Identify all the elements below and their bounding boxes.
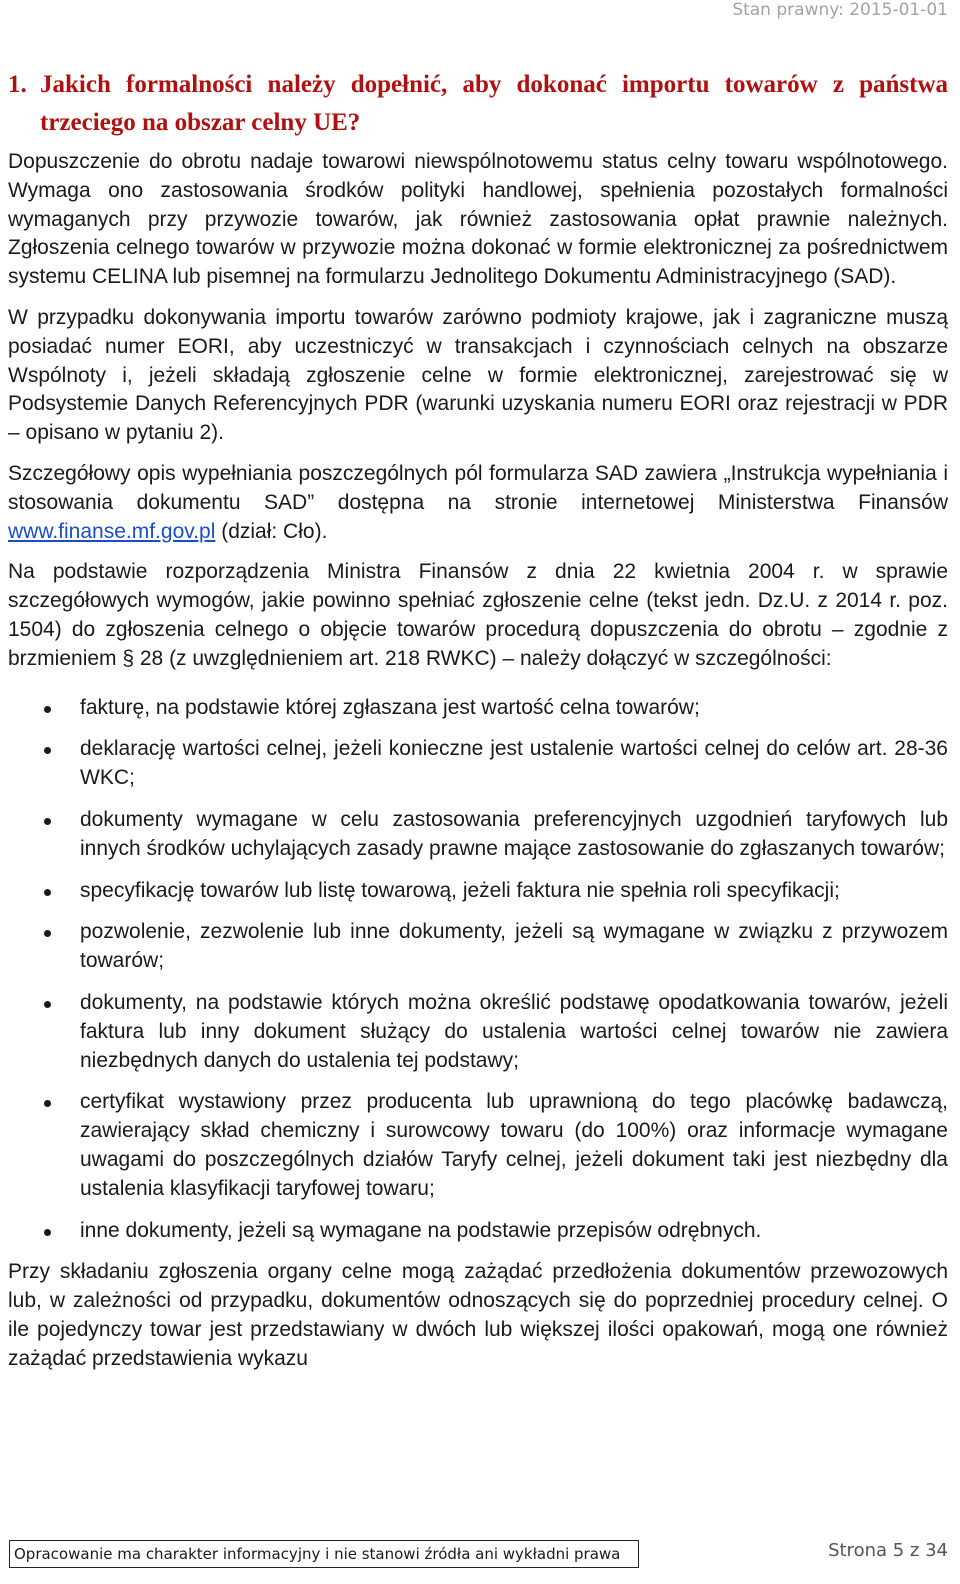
sad-instructions-text: Szczegółowy opis wypełniania poszczególnych pól formularza SAD zawiera „Instrukcja wypełniania i stosowania dokumentu SAD” dostępna na stronie internetowej Ministerstwa Finansów bbox=[8, 461, 948, 514]
page-number: Strona 5 z 34 bbox=[828, 1540, 948, 1561]
list-item bbox=[8, 1217, 948, 1246]
list-item-text: certyfikat wystawiony przez producenta lub uprawnioną do tego placówkę badawczą, zawierający skład chemiczny i surowcowy towaru (do 100%) oraz informacje wymagane uwagami do poszczególnych działów Taryfy celnej, jeżeli dokument taki jest niezbędny dla ustalenia klasyfikacji taryfowej towaru; bbox=[80, 1090, 948, 1200]
list-item-text: deklarację wartości celnej, jeżeli konieczne jest ustalenie wartości celnej do celów art. 28-36 WKC; bbox=[80, 737, 948, 790]
list-item bbox=[8, 989, 948, 1075]
bullet-icon bbox=[44, 1001, 51, 1008]
paragraph-transport-documents: Przy składaniu zgłoszenia organy celne mogą zażądać przedłożenia dokumentów przewozowych lub, w zależności od przypadku, dokumentów odnoszących się do poprzedniej procedury celnej. O ile pojedynczy towar jest przedstawiany w dwóch lub większej ilości opakowań, mogą one również zażądać przedstawienia wykazu bbox=[8, 1260, 948, 1370]
list-item bbox=[8, 694, 948, 723]
bullet-icon bbox=[44, 1229, 51, 1236]
bullet-icon bbox=[44, 818, 51, 825]
list-item-text: pozwolenie, zezwolenie lub inne dokumenty, jeżeli są wymagane w związku z przywozem towarów; bbox=[80, 920, 948, 973]
bullet-icon bbox=[44, 889, 51, 896]
question-number: 1. bbox=[8, 71, 27, 98]
paragraph-regulation: Na podstawie rozporządzenia Ministra Finansów z dnia 22 kwietnia 2004 r. w sprawie szczegółowych wymogów, jakie powinno spełniać zgłoszenie celne (tekst jedn. Dz.U. z 2014 r. poz. 1504) do zgłoszenia celnego o objęcie towarów procedurą dopuszczenia do obrotu – zgodnie z brzmieniem § 28 (z uwzględnieniem art. 218 RWKC) – należy dołączyć w szczególności: bbox=[8, 560, 948, 670]
paragraph-release-for-circulation: Dopuszczenie do obrotu nadaje towarowi niewspólnotowemu status celny towaru wspólnotowego. Wymaga ono zastosowania środków polityki handlowej, spełnienia pozostałych formalności wymaganych przy przywozie towarów, jak również zastosowania opłat prawnie należnych. Zgłoszenia celnego towarów w przywozie można dokonać w formie elektronicznej za pośrednictwem systemu CELINA lub pisemnej na formularzu Jednolitego Dokumentu Administracyjnego (SAD). bbox=[8, 150, 948, 289]
list-item bbox=[8, 877, 948, 906]
paragraph-eori: W przypadku dokonywania importu towarów zarówno podmioty krajowe, jak i zagraniczne muszą posiadać numer EORI, aby uczestniczyć w transakcjach i czynnościach celnych na obszarze Wspólnoty i, jeżeli składają zgłoszenie celne w formie elektronicznej, zarejestrować się w Podsystemie Danych Referencyjnych PDR (warunki uzyskania numeru EORI oraz rejestracji w PDR – opisano w pytaniu 2). bbox=[8, 305, 948, 445]
legal-status-date: Stan prawny: 2015-01-01 bbox=[732, 0, 948, 20]
list-item-text: dokumenty wymagane w celu zastosowania preferencyjnych uzgodnień taryfowych lub innych środków uchylających zasady prawne mające zastosowanie do zgłaszanych towarów; bbox=[80, 807, 948, 860]
list-item-text: fakturę, na podstawie której zgłaszana jest wartość celna towarów; bbox=[80, 695, 700, 719]
bullet-icon bbox=[44, 706, 51, 713]
finanse-website-link[interactable]: www.finanse.mf.gov.pl bbox=[8, 519, 216, 543]
footer-disclaimer: Opracowanie ma charakter informacyjny i nie stanowi źródła ani wykładni prawa bbox=[9, 1540, 639, 1568]
list-item-text: dokumenty, na podstawie których można określić podstawę opodatkowania towarów, jeżeli faktura lub inny dokument służący do ustalenia wartości celnej towarów nie zawiera niezbędnych danych do ustalenia tej podstawy; bbox=[80, 990, 948, 1072]
list-item-text: inne dokumenty, jeżeli są wymagane na podstawie przepisów odrębnych. bbox=[80, 1218, 762, 1242]
question-title: Jakich formalności należy dopełnić, aby dokonać importu towarów z państwa trzeciego na obszar celny UE? bbox=[40, 71, 948, 136]
list-item bbox=[8, 806, 948, 864]
bullet-icon bbox=[44, 747, 51, 754]
bullet-icon bbox=[44, 930, 51, 937]
question-heading bbox=[8, 66, 948, 142]
list-item-text: specyfikację towarów lub listę towarową, jeżeli faktura nie spełnia roli specyfikacji; bbox=[80, 878, 840, 902]
list-item bbox=[8, 735, 948, 793]
list-item bbox=[8, 918, 948, 976]
sad-instructions-suffix: (dział: Cło). bbox=[215, 519, 328, 543]
list-item bbox=[8, 1088, 948, 1203]
paragraph-sad-instructions bbox=[8, 460, 948, 546]
required-documents-list bbox=[8, 694, 948, 1246]
document-body bbox=[8, 66, 948, 1385]
bullet-icon bbox=[44, 1100, 51, 1107]
